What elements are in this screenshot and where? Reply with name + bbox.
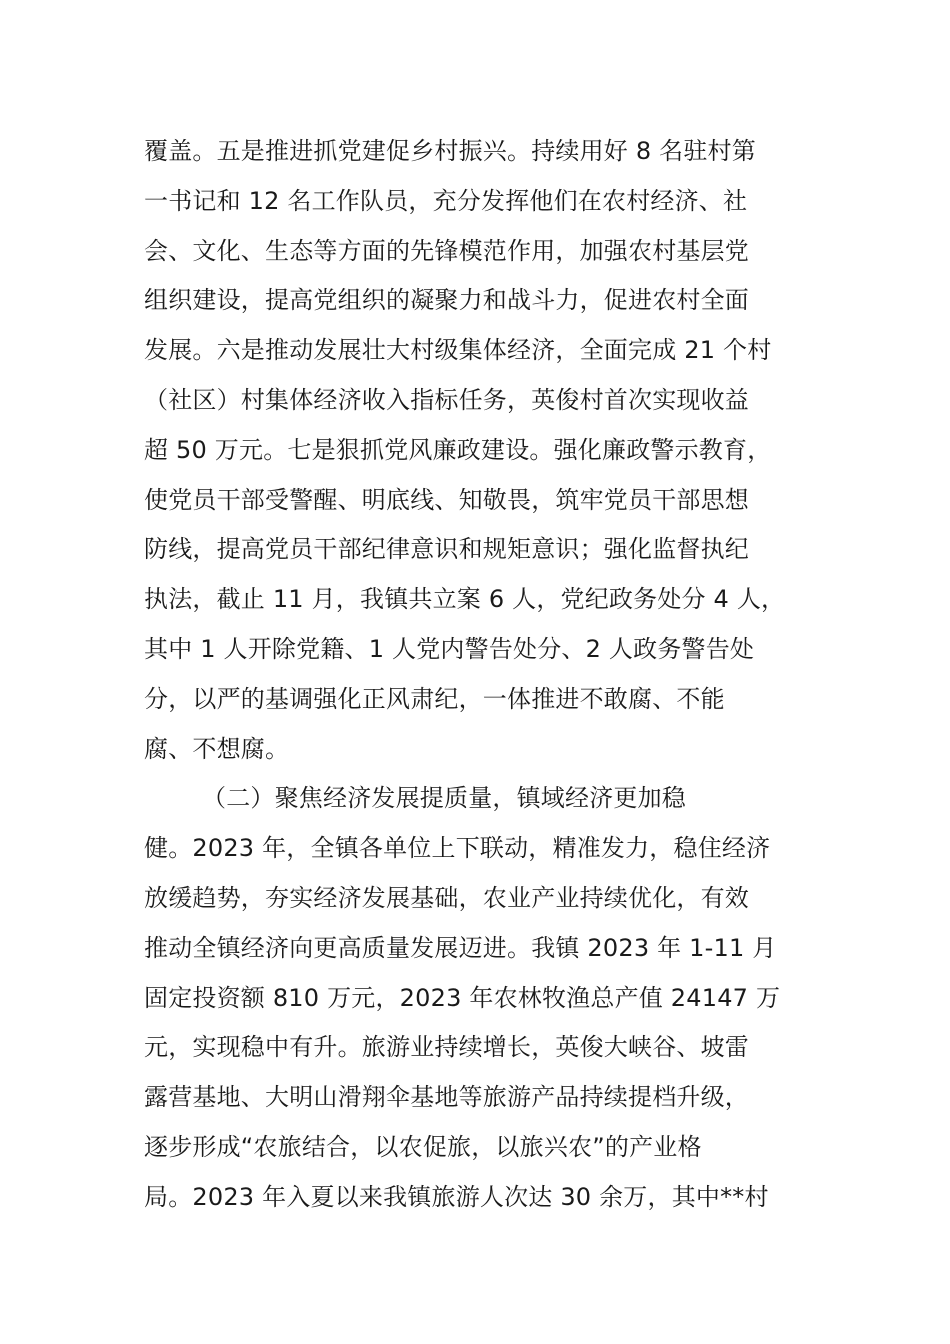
body-text xyxy=(144,127,824,1223)
text-line: 一书记和 12 名工作队员，充分发挥他们在农村经济、社 xyxy=(144,186,748,215)
text-line: 健。2023 年，全镇各单位上下联动，精准发力，稳住经济 xyxy=(144,834,771,863)
text-line: 防线，提高党员干部纪律意识和规矩意识；强化监督执纪 xyxy=(144,535,749,564)
text-line: 局。2023 年入夏以来我镇旅游人次达 30 余万，其中**村 xyxy=(144,1182,769,1211)
text-line: 推动全镇经济向更高质量发展迈进。我镇 2023 年 1-11 月 xyxy=(144,933,777,962)
text-line: 会、文化、生态等方面的先锋模范作用，加强农村基层党 xyxy=(144,236,749,265)
text-line: 组织建设，提高党组织的凝聚力和战斗力，促进农村全面 xyxy=(144,286,749,315)
section-heading: （二）聚焦经济发展提质量，镇域经济更加稳 xyxy=(202,784,686,813)
text-line: （社区）村集体经济收入指标任务，英俊村首次实现收益 xyxy=(144,385,749,414)
text-line: 超 50 万元。七是狠抓党风廉政建设。强化廉政警示教育， xyxy=(144,435,772,464)
text-line: 露营基地、大明山滑翔伞基地等旅游产品持续提档升级， xyxy=(144,1083,749,1112)
text-line: 逐步形成“农旅结合，以农促旅，以旅兴农”的产业格 xyxy=(144,1132,702,1161)
text-line: 固定投资额 810 万元，2023 年农林牧渔总产值 24147 万 xyxy=(144,983,781,1012)
text-line: 覆盖。五是推进抓党建促乡村振兴。持续用好 8 名驻村第 xyxy=(144,137,756,165)
text-line: 元，实现稳中有升。旅游业持续增长，英俊大峡谷、坡雷 xyxy=(144,1033,749,1062)
text-line: 放缓趋势，夯实经济发展基础，农业产业持续优化，有效 xyxy=(144,883,749,912)
text-line: 腐、不想腐。 xyxy=(144,734,290,763)
text-line: 分，以严的基调强化正风肃纪，一体推进不敢腐、不能 xyxy=(144,684,725,713)
text-line: 其中 1 人开除党籍、1 人党内警告处分、2 人政务警告处 xyxy=(144,634,755,663)
text-line: 使党员干部受警醒、明底线、知敬畏，筑牢党员干部思想 xyxy=(144,485,749,514)
text-line: 发展。六是推动发展壮大村级集体经济，全面完成 21 个村 xyxy=(144,336,772,365)
text-line: 执法，截止 11 月，我镇共立案 6 人，党纪政务处分 4 人， xyxy=(144,585,786,614)
